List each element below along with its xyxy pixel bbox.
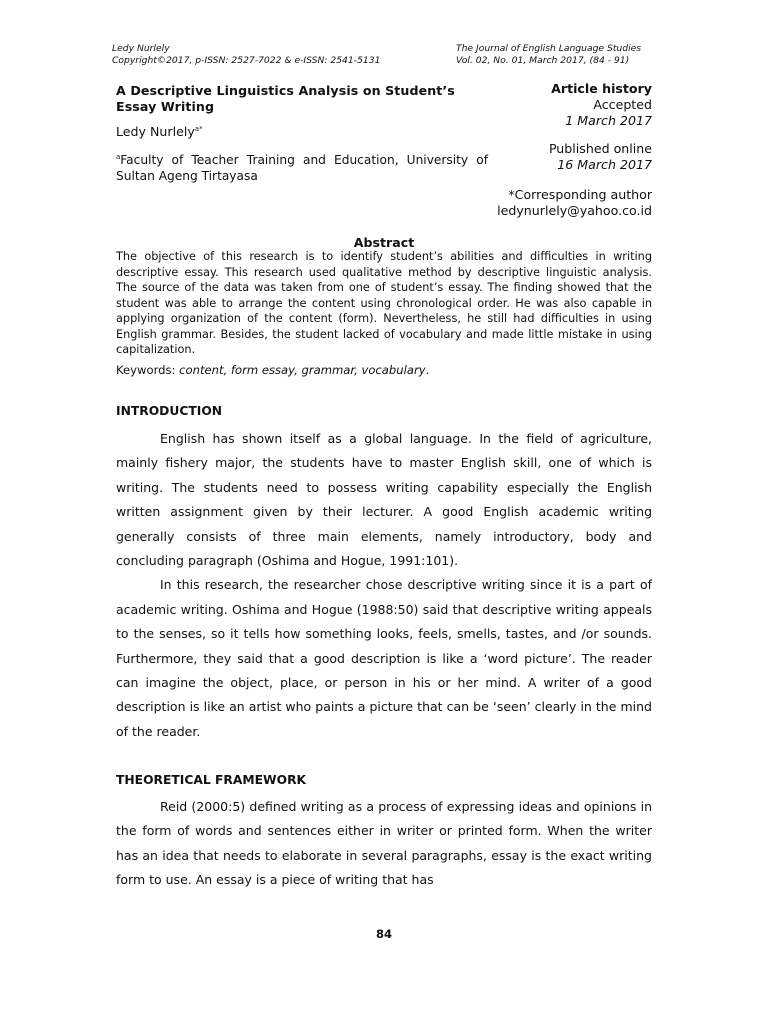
- header-journal: The Journal of English Language Studies: [456, 43, 642, 54]
- affiliation-mark: a: [116, 153, 121, 161]
- introduction-body: [116, 427, 652, 744]
- abstract-heading: Abstract: [353, 235, 415, 250]
- theory-paragraph: Reid (2000:5) defined writing as a process of expressing ideas and opinions in the form of words and sentences either in writer or printed form. When the writer has an idea that needs to elaborate in several paragraphs, essay is the exact writing form to use. An essay is a piece of writing that has: [116, 799, 652, 888]
- introduction-heading: INTRODUCTION: [116, 404, 223, 418]
- published-date: 16 March 2017: [557, 157, 652, 172]
- keywords-label: Keywords:: [116, 363, 180, 377]
- author-name: [116, 124, 203, 139]
- corresponding-email: ledynurlely@yahoo.co.id: [497, 203, 652, 218]
- keywords: [116, 363, 652, 377]
- header-volume: Vol. 02, No. 01, March 2017, (84 - 91): [456, 55, 630, 66]
- keywords-list: content, form essay, grammar, vocabulary: [179, 363, 426, 377]
- running-header-right: [456, 43, 641, 67]
- header-copyright: Copyright©2017, p-ISSN: 2527-7022 & e-ISSN: 2541-5131: [112, 55, 381, 66]
- introduction-paragraph: English has shown itself as a global language. In the field of agriculture, mainly fishery major, the students have to master English skill, one of which is writing. The students need to possess writing capability especially the English written assignment given by their lecturer. A good English academic writing generally consists of three main elements, namely introductory, body and concluding paragraph (Oshima and Hogue, 1991:101).: [116, 431, 652, 569]
- corresponding-label: *Corresponding author: [508, 187, 652, 202]
- published-label: Published online: [548, 141, 652, 156]
- introduction-paragraph: In this research, the researcher chose descriptive writing since it is a part of academic writing. Oshima and Hogue (1988:50) said that descriptive writing appeals to the senses, so it tells how something looks, feels, smells, tastes, and /or sounds. Furthermore, they said that a good description is like a ‘word picture’. The reader can imagine the object, place, or person in his or her mind. A writer of a good description is like an artist who paints a picture that can be ‘seen’ clearly in the mind of the reader.: [116, 577, 652, 739]
- theoretical-framework-heading: THEORETICAL FRAMEWORK: [116, 773, 307, 787]
- accepted-label: Accepted: [593, 97, 652, 112]
- author-marks: a*: [194, 124, 203, 133]
- theoretical-framework-body: [116, 795, 652, 893]
- history-label: Article history: [551, 81, 652, 96]
- article-history: [432, 81, 652, 219]
- article-title: A Descriptive Linguistics Analysis on Student’s Essay Writing: [116, 83, 455, 114]
- header-author: Ledy Nurlely: [112, 43, 170, 54]
- affiliation-text: Faculty of Teacher Training and Education, University of Sultan Ageng Tirtayasa: [116, 153, 488, 184]
- page-number: 84: [375, 927, 392, 941]
- author-name-text: Ledy Nurlely: [116, 124, 195, 139]
- keywords-end: .: [425, 363, 430, 377]
- abstract-text: The objective of this research is to identify student’s abilities and difficulties in writing descriptive essay. This research used qualitative method by descriptive linguistic analysis. The source of the data was taken from one of student’s essay. The finding showed that the student was able to arrange the content using chronological order. He was also capable in applying organization of the content (form). Nevertheless, he still had difficulties in using English grammar. Besides, the student lacked of vocabulary and made little mistake in using capitalization.: [116, 250, 652, 356]
- running-header-left: [112, 43, 380, 67]
- accepted-date: 1 March 2017: [565, 113, 652, 128]
